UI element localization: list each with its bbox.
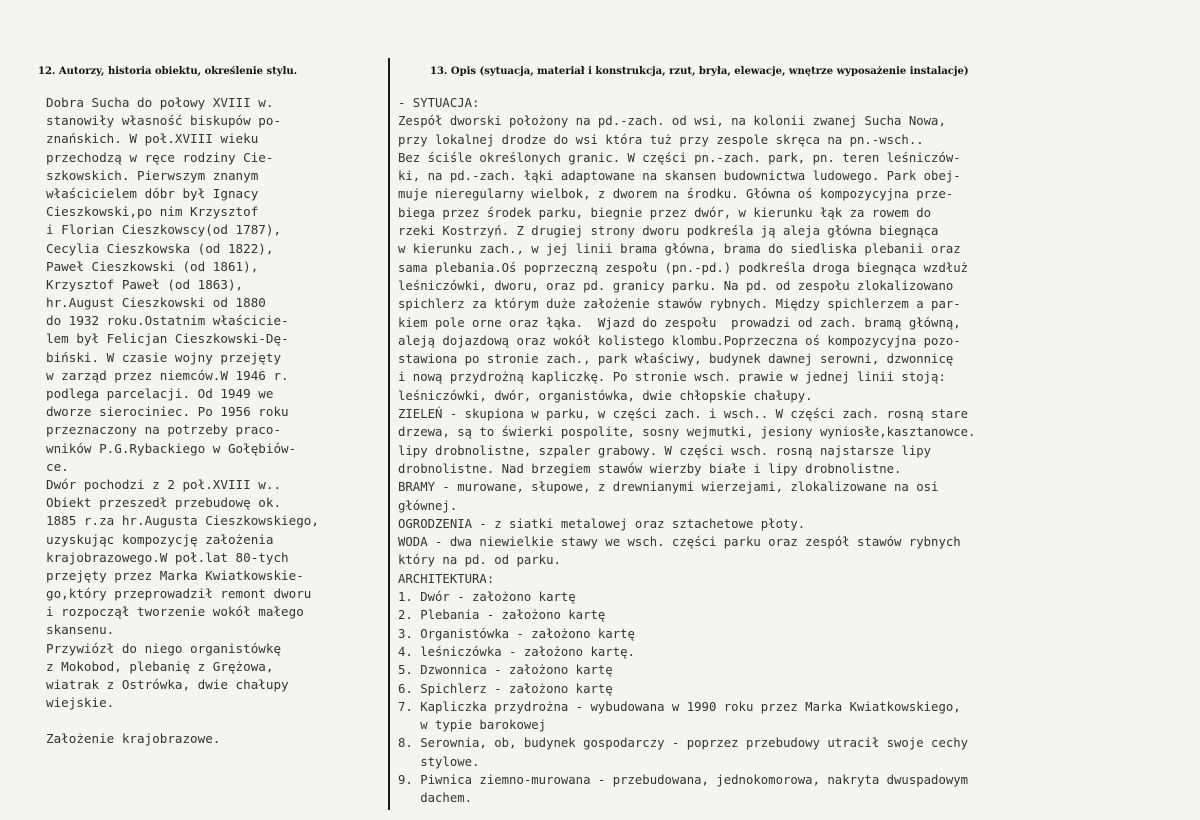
history-line: znańskich. W poł.XVIII wieku bbox=[46, 131, 259, 147]
description-line: BRAMY - murowane, słupowe, z drewnianymi wierzejami, zlokalizowane na osi bbox=[398, 480, 939, 495]
description-line: przy lokalnej drodze do wsi która tuż przy zespole skręca na pn.-wsch.. bbox=[398, 132, 924, 147]
history-line: Dobra Sucha do połowy XVIII w. bbox=[46, 95, 274, 110]
description-line: 9. Piwnica ziemno-murowana - przebudowana, jednokomorowa, nakryta dwuspadowym bbox=[398, 772, 969, 787]
paragraph-gap bbox=[46, 712, 386, 730]
description-line: stawiona po stronie zach., park właściwy, budynek dawnej serowni, dzwonnicę bbox=[398, 352, 954, 367]
description-line: biega przez środek parku, biegnie przez dwór, w kierunku łąk za rowem do bbox=[398, 205, 932, 220]
history-column bbox=[46, 94, 386, 749]
description-line: ki, na pd.-zach. łąki adaptowane na skansen budownictwa ludowego. Park obej- bbox=[398, 169, 961, 184]
history-line: biński. W czasie wojny przejęty bbox=[46, 349, 282, 365]
description-line: 8. Serownia, ob, budynek gospodarczy - poprzez przebudowy utracił swoje cechy bbox=[398, 736, 969, 751]
description-line: drobnolistne. Nad brzegiem stawów wierzby białe i lipy drobnolistne. bbox=[398, 461, 902, 476]
description-line: - SYTUACJA: bbox=[398, 96, 480, 110]
description-line: w typie barokowej bbox=[398, 718, 547, 733]
description-line: dachem. bbox=[398, 791, 473, 806]
history-line: i rozpoczął tworzenie wokół małego bbox=[46, 604, 304, 620]
history-line: hr.August Cieszkowski od 1880 bbox=[46, 295, 266, 311]
description-line: aleją dojazdową oraz wokół kolistego klombu.Poprzeczna oś kompozycyjna pozo- bbox=[398, 333, 961, 348]
description-line: ARCHITEKTURA: bbox=[398, 571, 495, 586]
history-line: Cecylia Cieszkowska (od 1822), bbox=[46, 240, 274, 256]
history-line: skansenu. bbox=[46, 622, 115, 638]
description-line: sama plebania.Oś poprzeczną zespołu (pn.-pd.) podkreśla droga biegnąca wzdłuż bbox=[398, 260, 969, 275]
description-column bbox=[398, 94, 1188, 808]
history-line: właścicielem dóbr był Ignacy bbox=[46, 185, 259, 201]
history-line: dworze sierociniec. Po 1956 roku bbox=[46, 404, 289, 420]
history-line: przechodzą w ręce rodziny Cie- bbox=[46, 149, 274, 165]
history-line: z Mokobod, plebanię z Grężowa, bbox=[46, 658, 274, 674]
description-line: OGRODZENIA - z siatki metalowej oraz sztachetowe płoty. bbox=[398, 516, 806, 531]
description-line: 6. Spichlerz - założono kartę bbox=[398, 681, 613, 696]
history-line: uzyskując kompozycję założenia bbox=[46, 531, 274, 547]
description-line: leśniczówki, dwór, organistówka, dwie chłopskie chałupy. bbox=[398, 388, 813, 403]
history-line: przeznaczony na potrzeby praco- bbox=[46, 422, 282, 438]
history-line: Obiekt przeszedł przebudowę ok. bbox=[46, 495, 282, 511]
description-line: spichlerz za którym duże założenie stawów rybnych. Między spichlerzem a par- bbox=[398, 297, 961, 312]
history-line: Dwór pochodzi z 2 poł.XVIII w.. bbox=[46, 476, 282, 492]
description-line: głównej. bbox=[398, 498, 458, 513]
description-line: Zespół dworski położony na pd.-zach. od wsi, na kolonii zwanej Sucha Nowa, bbox=[398, 114, 946, 129]
history-line: Cieszkowski,po nim Krzysztof bbox=[46, 204, 259, 220]
history-line: w zarząd przez niemców.W 1946 r. bbox=[46, 367, 289, 383]
history-line: podlega parcelacji. Od 1949 we bbox=[46, 386, 274, 401]
history-line: wników P.G.Rybackiego w Gołębiów- bbox=[46, 440, 297, 456]
history-line: wiejskie. bbox=[46, 695, 115, 711]
history-line: ce. bbox=[46, 458, 69, 474]
history-line: do 1932 roku.Ostatnim właścicie- bbox=[46, 313, 289, 329]
history-line: Krzysztof Paweł (od 1863), bbox=[46, 276, 244, 292]
description-line: 5. Dzwonnica - założono kartę bbox=[398, 663, 613, 678]
description-line: w kierunku zach., w jej linii brama główna, brama do siedliska plebanii oraz bbox=[398, 242, 961, 257]
history-closing-line: Założenie krajobrazowe. bbox=[46, 731, 221, 747]
history-line: Paweł Cieszkowski (od 1861), bbox=[46, 258, 259, 274]
description-line: i nową przydrożną kapliczkę. Po stronie wsch. prawie w jednej linii stoją: bbox=[398, 370, 946, 385]
description-line: kiem pole orne oraz łąka. Wjazd do zespołu prowadzi od zach. bramą główną, bbox=[398, 315, 961, 330]
description-line: lipy drobnolistne, szpaler grabowy. W części wsch. rosną najstarsze lipy bbox=[398, 443, 932, 458]
section-13-heading: 13. Opis (sytuacja, materiał i konstrukcja, rzut, bryła, elewacje, wnętrze wyposażenie instalacje) bbox=[430, 66, 969, 77]
history-line: Przywiózł do niego organistówkę bbox=[46, 640, 282, 656]
description-line: leśniczówki, dworu, oraz pd. granicy parku. Na pd. od zespołu zlokalizowano bbox=[398, 278, 954, 293]
history-line: lem był Felicjan Cieszkowski-Dę- bbox=[46, 331, 289, 347]
history-line: stanowiły własność biskupów po- bbox=[46, 113, 282, 129]
history-line: krajobrazowego.W poł.lat 80-tych bbox=[46, 549, 289, 565]
description-line: WODA - dwa niewielkie stawy we wsch. części parku oraz zespół stawów rybnych bbox=[398, 535, 961, 550]
history-line: szkowskich. Pierwszym znanym bbox=[46, 167, 259, 183]
description-line: 7. Kapliczka przydrożna - wybudowana w 1990 roku przez Marka Kwiatkowskiego, bbox=[398, 699, 961, 714]
history-line: 1885 r.za hr.Augusta Cieszkowskiego, bbox=[46, 513, 319, 529]
description-line: stylowe. bbox=[398, 754, 480, 769]
description-line: rzeki Kostrzyń. Z drugiej strony dworu podkreśla ją aleja główna biegnąca bbox=[398, 224, 939, 239]
description-line: 1. Dwór - założono kartę bbox=[398, 590, 576, 605]
history-line: i Florian Cieszkowscy(od 1787), bbox=[46, 222, 282, 238]
history-line: przejęty przez Marka Kwiatkowskie- bbox=[46, 567, 304, 583]
description-line: 2. Plebania - założono kartę bbox=[398, 608, 606, 623]
description-line: Bez ściśle określonych granic. W części pn.-zach. park, pn. teren leśniczów- bbox=[398, 150, 961, 165]
description-line: ZIELEŃ - skupiona w parku, w części zach. i wsch.. W części zach. rosną stare bbox=[398, 407, 969, 422]
history-line: wiatrak z Ostrówka, dwie chałupy bbox=[46, 677, 289, 692]
description-line: który na pd. od parku. bbox=[398, 553, 561, 568]
column-divider bbox=[388, 58, 390, 810]
description-line: 3. Organistówka - założono kartę bbox=[398, 626, 635, 641]
history-line: go,który przeprowadził remont dworu bbox=[46, 586, 312, 602]
section-12-heading: 12. Autorzy, historia obiektu, określenie stylu. bbox=[38, 66, 298, 77]
description-line: muje nieregularny wielbok, z dworem na środku. Główna oś kompozycyjna prze- bbox=[398, 187, 954, 202]
description-line: drzewa, są to świerki pospolite, sosny wejmutki, jesiony wyniosłe,kasztanowce. bbox=[398, 425, 976, 440]
description-line: 4. leśniczówka - założono kartę. bbox=[398, 644, 635, 659]
